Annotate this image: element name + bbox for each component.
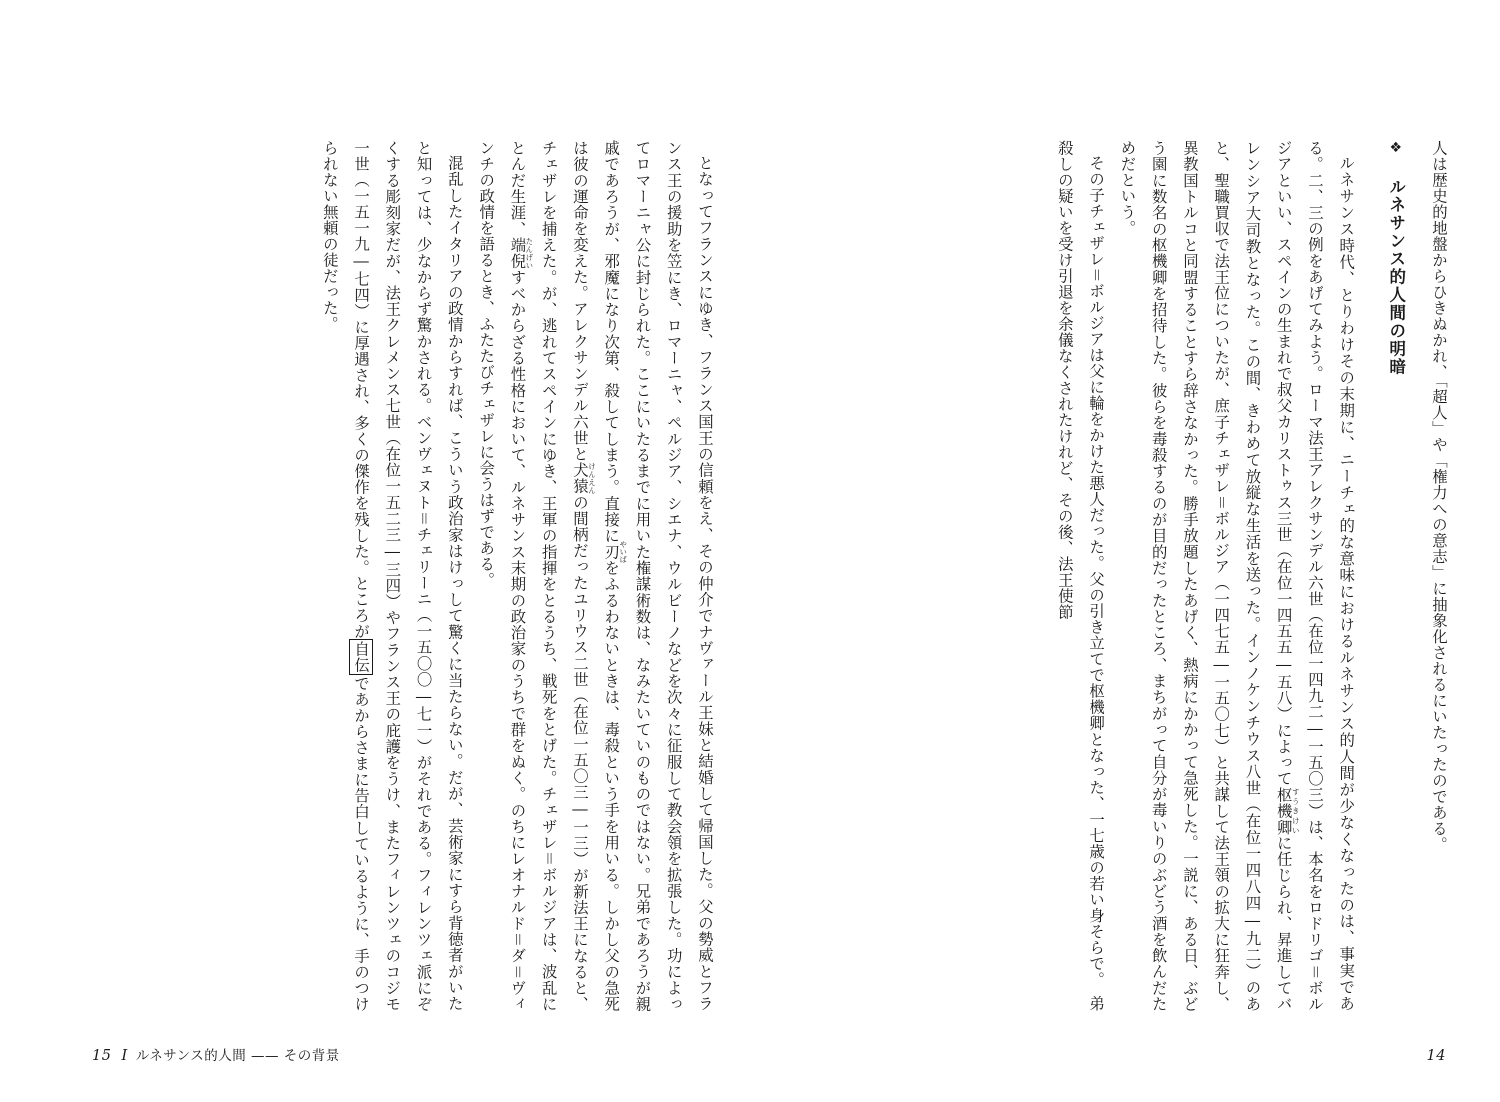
ruby-yaiba: 刃やいば [602, 540, 628, 564]
ruby-kenen: 犬猿けんえん [570, 462, 597, 495]
page-15-text-block [46, 140, 720, 1012]
folio-chapter-title: ルネサンス的人間 —— その背景 [135, 1048, 340, 1064]
paragraph: その子チェザレ＝ボルジアは父に輪をかけた悪人だった。父の引き立てで枢機卿となった、一七歳の若い身そらで。 弟殺しの疑いを受け引退を余儀なくされたけれど、その後、法王使節 [1055, 140, 1106, 1012]
paragraph: となってフランスにゆき、フランス国王の信頼をえ、その仲介でナヴァール王妹と結婚して帰国した。父の勢威とフランス王の援助を笠にき、ロマーニャ、ペルジア、シエナ、ウルビーノなどを次々に征服して教会領を拡張した。功によってロマーニャ公に封じられた。ここにいたるまでに用いた権謀術数は、なみたいていのものではない。兄弟であろうが親戚であろうが、邪魔になり次第、殺してしまう。直接に刃やいばをふるわないときは、毒殺という手を用いる。しかし父の急死は彼の運命を変えた。アレクサンデル六世と犬猿けんえんの間柄だったユリウス二世（在位一五〇三―一三）が新法王になると、チェザレを捕えた。が、逃れてスペインにゆき、王軍の指揮をとるうち、戦死をとげた。チェザレ＝ボルジアは、波乱にとんだ生涯、端倪たんげいすべからざる性格において、ルネサンス末期の政治家のうちで群をぬく。のちにレオナルド＝ダ＝ヴィンチの政情を語るとき、ふたたびチェザレに会うはずである。 [477, 140, 714, 1013]
paragraph: 混乱したイタリアの政情からすれば、こういう政治家はけっして驚くに当たらない。だが、芸術家にすら背徳者がいたと知っては、少なからず驚かされる。ベンヴェヌト＝チェリーニ（一五〇〇―七一）がそれである。フィレンツェ派にぞくする彫刻家だが、法王クレメンス七世（在位一五二三―三四）やフランス王の庇護をうけ、またフィレンツェのコジモ一世（一五一九―七四）に厚遇され、多くの傑作を残した。ところが自伝であからさまに告白しているように、手のつけられない無頼の徒だった。 [320, 140, 464, 1013]
folio-chapter: Ⅰ [121, 1048, 128, 1064]
paragraph: 人は歴史的地盤からひきぬかれ、「超人」や「権力への意志」に抽象化されるにいたったのである。 [1430, 140, 1448, 853]
section-heading-label: ルネサンス的人間の明暗 [1386, 178, 1406, 376]
page-14-text-block [790, 140, 1454, 1012]
ruby-tangei: 端倪たんげい [508, 236, 534, 270]
section-heading [1379, 140, 1412, 1012]
diamond-bullet-icon: ❖ [1387, 140, 1404, 158]
ruby-suukikei: 枢機卿すうきけい [1274, 786, 1301, 835]
page-14 [750, 0, 1500, 1102]
page-14-footer: 14 [1426, 1048, 1446, 1064]
page-15-footer [92, 1044, 340, 1064]
book-title-jiden: 自伝 [349, 639, 373, 675]
paragraph: ルネサンス時代、とりわけその末期に、ニーチェ的な意味におけるルネサンス的人間が少なくなったのは、事実である。二、三の例をあげてみよう。ローマ法王アレクサンデル六世（在位一四九二―一五〇三）は、本名をロドリゴ＝ボルジアといい、スペインの生まれで叔父カリストゥス三世（在位一四五五―五八）によって枢機卿すうきけいに任じられ、昇進してバレンシア大司教となった。この間、きわめて放縦な生活を送った。インノケンチウス八世（在位一四八四―九二）のあと、聖職買収で法王位についたが、庶子チェザレ＝ボルジア（一四七五―一五〇七）と共謀して法王領の拡大に狂奔し、異教国トルコと同盟することすら辞さなかった。勝手放題したあげく、熱病にかかって急死した。一説に、ある日、ぶどう園に数名の枢機卿を招待した。彼らを毒殺するのが目的だったところ、まちがって自分が毒いりのぶどう酒を飲んだためだという。 [1118, 140, 1356, 1013]
folio-number: 15 [92, 1048, 112, 1064]
